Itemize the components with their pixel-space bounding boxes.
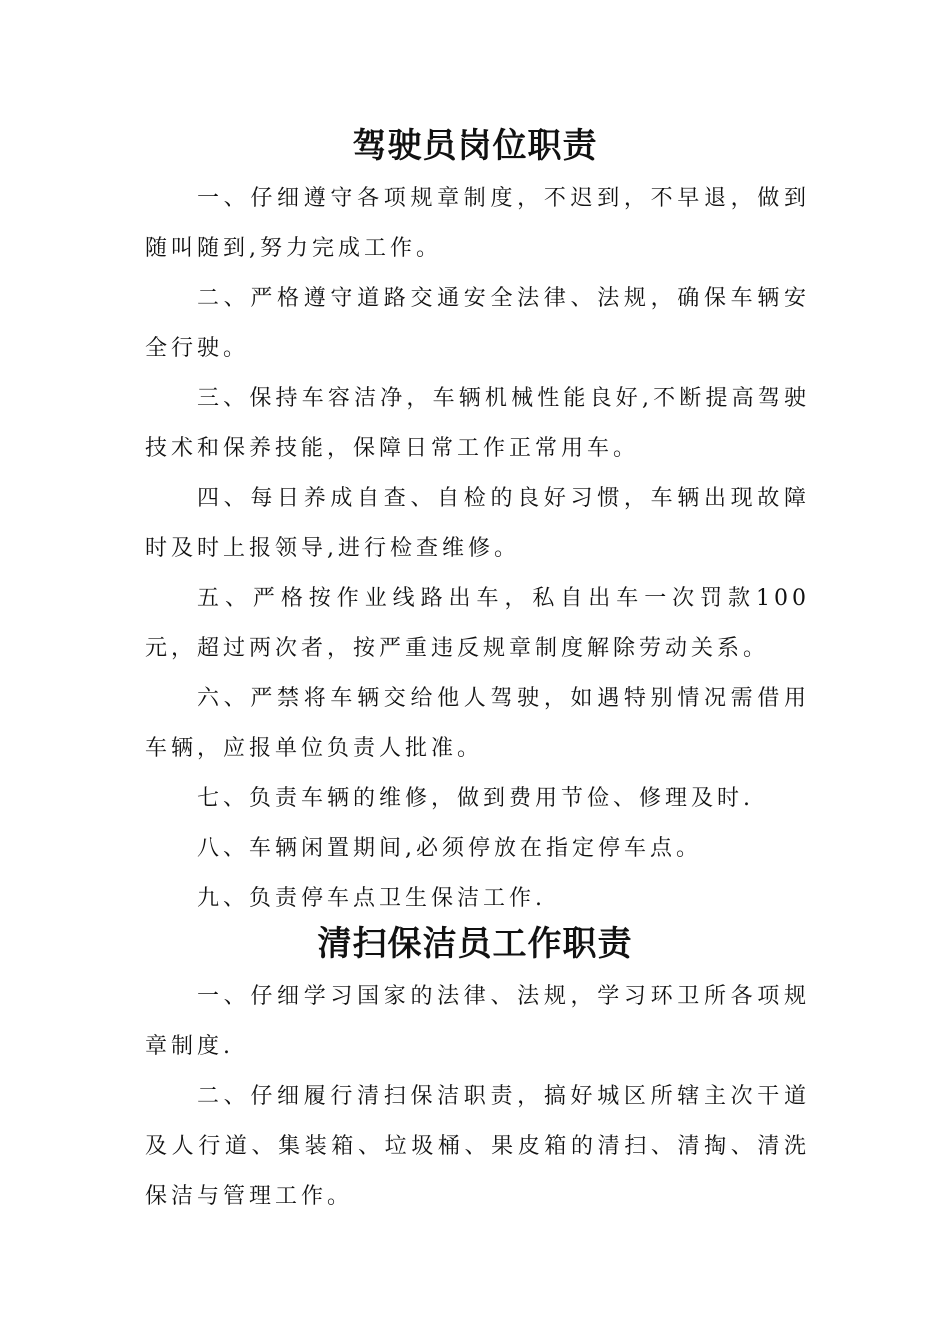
driver-duty-6: 六、严禁将车辆交给他人驾驶，如遇特别情况需借用车辆，应报单位负责人批准。 xyxy=(145,686,810,761)
section-title-driver: 驾驶员岗位职责 xyxy=(352,126,598,166)
driver-duty-4: 四、每日养成自查、自检的良好习惯，车辆出现故障时及时上报领导,进行检查维修。 xyxy=(145,486,810,561)
section-title-cleaner: 清扫保洁员工作职责 xyxy=(317,924,633,964)
driver-duty-7: 七、负责车辆的维修，做到费用节俭、修理及时. xyxy=(197,786,754,811)
cleaner-duty-1: 一、仔细学习国家的法律、法规，学习环卫所各项规章制度. xyxy=(145,984,810,1059)
driver-duty-5: 五、严格按作业线路出车，私自出车一次罚款100元，超过两次者，按严重违反规章制度解除劳动关系。 xyxy=(145,586,810,661)
driver-duty-2: 二、严格遵守道路交通安全法律、法规，确保车辆安全行驶。 xyxy=(145,286,810,361)
cleaner-duty-2: 二、仔细履行清扫保洁职责，搞好城区所辖主次干道及人行道、集装箱、垃圾桶、果皮箱的清扫、清掏、清洗保洁与管理工作。 xyxy=(145,1084,810,1209)
driver-duty-3: 三、保持车容洁净，车辆机械性能良好,不断提高驾驶技术和保养技能，保障日常工作正常用车。 xyxy=(145,386,810,461)
driver-duty-9: 九、负责停车点卫生保洁工作. xyxy=(197,886,546,911)
driver-duty-8: 八、车辆闲置期间,必须停放在指定停车点。 xyxy=(197,836,702,861)
driver-duty-1: 一、仔细遵守各项规章制度，不迟到，不早退，做到随叫随到,努力完成工作。 xyxy=(145,186,810,261)
